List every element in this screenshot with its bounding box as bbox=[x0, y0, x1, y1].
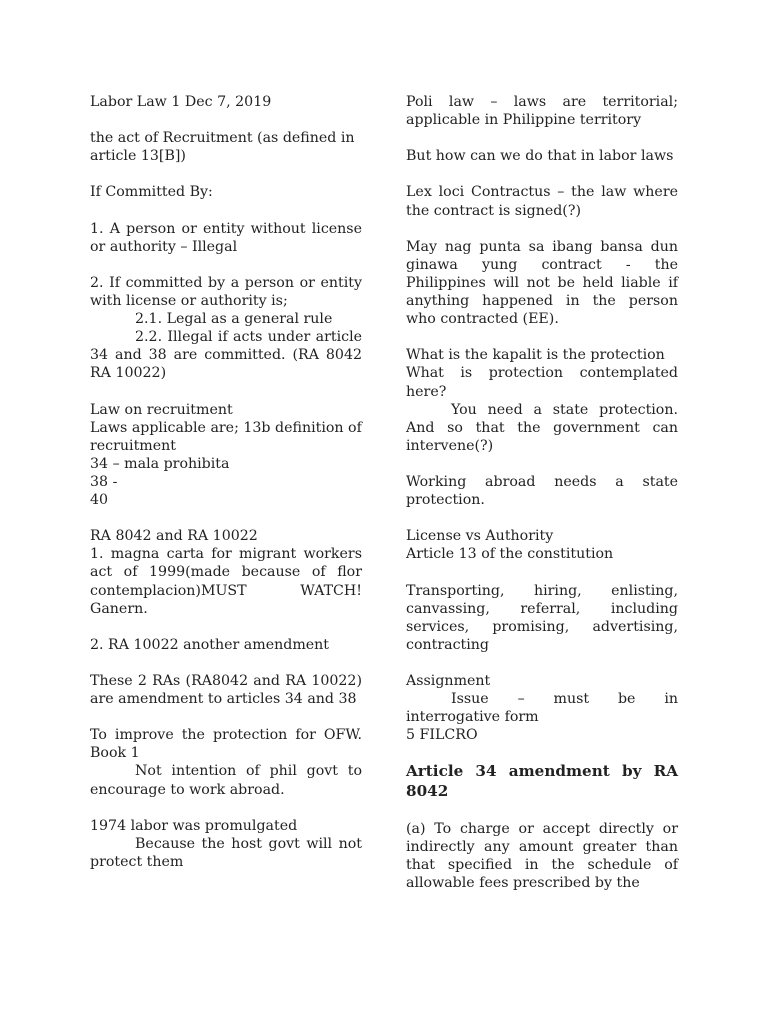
text-line: Transporting, hiring, enlisting, canvassing, referral, including services, promising, advertising, contracting bbox=[406, 582, 678, 653]
text-line: 38 - bbox=[90, 473, 118, 490]
paragraph bbox=[90, 726, 362, 798]
document-title: Labor Law 1 Dec 7, 2019 bbox=[90, 94, 272, 110]
paragraph bbox=[406, 93, 678, 129]
paragraph bbox=[406, 238, 678, 328]
text-line: Not intention of phil govt to encourage to work abroad. bbox=[90, 763, 362, 798]
right-column bbox=[406, 93, 678, 910]
paragraph bbox=[90, 129, 362, 165]
text-line: To improve the protection for OFW. Book 1 bbox=[90, 727, 362, 762]
list-item: 2. If committed by a person or entity with license or authority is; bbox=[90, 274, 362, 310]
text-line: May nag punta sa ibang bansa dun ginawa yung contract - the Philippines will not be held liable if anything happened in the person who contracted (EE). bbox=[406, 238, 678, 328]
list-item: 1. A person or entity without license or authority – Illegal bbox=[90, 220, 362, 255]
paragraph bbox=[90, 672, 362, 708]
paragraph bbox=[406, 183, 678, 219]
text-line: Issue – must be in interrogative form bbox=[406, 691, 678, 726]
paragraph bbox=[90, 527, 362, 617]
text-line: Poli law – laws are territorial; applicable in Philippine territory bbox=[406, 94, 678, 129]
left-column bbox=[90, 93, 362, 889]
text-line: 34 – mala prohibita bbox=[90, 455, 230, 472]
recruitment-definition: the act of Recruitment (as defined in article 13[B]) bbox=[90, 130, 355, 165]
paragraph bbox=[90, 401, 362, 510]
text-line: Assignment bbox=[406, 673, 491, 689]
list-item: 1. magna carta for migrant workers act of 1999(made because of flor contemplacion)MUST WATCH! Ganern. bbox=[90, 546, 362, 617]
sub-list-item: 2.2. Illegal if acts under article 34 and 38 are committed. (RA 8042 RA 10022) bbox=[90, 329, 362, 382]
text-line: Working abroad needs a state protection. bbox=[406, 473, 678, 509]
paragraph bbox=[90, 274, 362, 383]
text-line: 1974 labor was promulgated bbox=[90, 817, 298, 834]
paragraph bbox=[406, 346, 678, 455]
paragraph bbox=[406, 820, 678, 892]
paragraph bbox=[406, 527, 678, 563]
text-line: Article 13 of the constitution bbox=[406, 546, 614, 563]
text-line: What is protection contemplated here? bbox=[406, 365, 678, 400]
text-line: 5 FILCRO bbox=[406, 727, 478, 744]
text-line: Lex loci Contractus – the law where the contract is signed(?) bbox=[406, 184, 678, 219]
text-line: Law on recruitment bbox=[90, 401, 233, 418]
text-line: Because the host govt will not protect them bbox=[90, 835, 362, 870]
text-line: (a) To charge or accept directly or indirectly any amount greater than that specified in the schedule of allowable fees prescribed by the bbox=[406, 820, 678, 891]
paragraph bbox=[90, 183, 362, 201]
paragraph bbox=[406, 147, 678, 165]
paragraph bbox=[90, 636, 362, 654]
text-line: License vs Authority bbox=[406, 528, 554, 545]
text-line: 40 bbox=[90, 492, 109, 509]
paragraph bbox=[406, 762, 678, 801]
text-line: You need a state protection. And so that the government can intervene(?) bbox=[406, 401, 678, 454]
paragraph bbox=[406, 582, 678, 654]
text-line: Laws applicable are; 13b definition of recruitment bbox=[90, 419, 362, 454]
list-item: 2. RA 10022 another amendment bbox=[90, 636, 330, 653]
paragraph bbox=[406, 672, 678, 744]
text-line: RA 8042 and RA 10022 bbox=[90, 528, 258, 545]
text-line: These 2 RAs (RA8042 and RA 10022) are amendment to articles 34 and 38 bbox=[90, 673, 362, 708]
paragraph bbox=[90, 220, 362, 256]
document-title-block bbox=[90, 93, 362, 111]
section-heading: Article 34 amendment by RA 8042 bbox=[406, 762, 678, 800]
text-line: What is the kapalit is the protection bbox=[406, 347, 665, 364]
sub-list-item: 2.1. Legal as a general rule bbox=[135, 311, 333, 328]
paragraph bbox=[406, 473, 678, 509]
paragraph bbox=[90, 817, 362, 871]
committed-by-label: If Committed By: bbox=[90, 184, 213, 201]
text-line: But how can we do that in labor laws bbox=[406, 148, 674, 165]
